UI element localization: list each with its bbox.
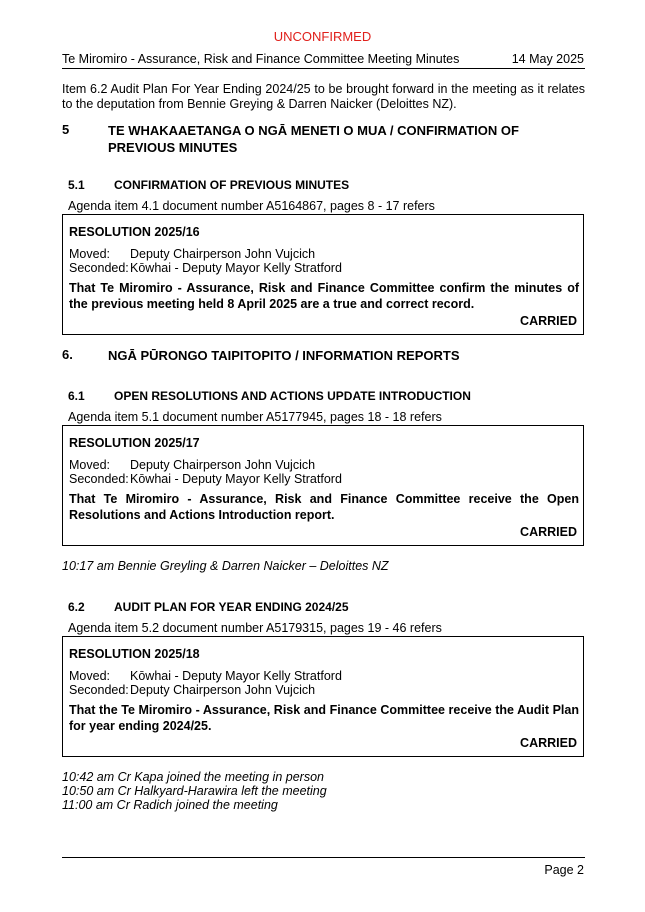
section-5-number: 5 bbox=[62, 122, 70, 137]
item-5-1-number: 5.1 bbox=[68, 178, 85, 192]
resolution-box-2025-18 bbox=[62, 636, 584, 757]
item-6-1-agenda: Agenda item 5.1 document number A5177945, pages 18 - 18 refers bbox=[68, 410, 442, 424]
footer-divider bbox=[62, 857, 585, 858]
seconded-label: Seconded: bbox=[69, 683, 129, 697]
time-note: 10:17 am Bennie Greyling & Darren Naicker – Deloittes NZ bbox=[62, 559, 389, 573]
item-6-2-title: AUDIT PLAN FOR YEAR ENDING 2024/25 bbox=[114, 600, 349, 614]
item-5-1-agenda: Agenda item 4.1 document number A5164867, pages 8 - 17 refers bbox=[68, 199, 435, 213]
resolution-title: RESOLUTION 2025/16 bbox=[69, 225, 200, 239]
section-5-title: TE WHAKAAETANGA O NGĀ MENETI O MUA / CONFIRMATION OF PREVIOUS MINUTES bbox=[108, 123, 519, 155]
seconded-row bbox=[69, 683, 315, 697]
page-number: Page 2 bbox=[544, 863, 584, 877]
resolution-box-2025-17 bbox=[62, 425, 584, 546]
moved-label: Moved: bbox=[69, 669, 110, 683]
item-6-1-number: 6.1 bbox=[68, 389, 85, 403]
resolution-text: That Te Miromiro - Assurance, Risk and Finance Committee receive the Open Resolutions and Actions Introduction report. bbox=[69, 492, 579, 522]
seconded-value: Deputy Chairperson John Vujcich bbox=[130, 683, 316, 697]
seconded-value: Kōwhai - Deputy Mayor Kelly Stratford bbox=[130, 261, 342, 275]
section-6-title: NGĀ PŪRONGO TAIPITOPITO / INFORMATION REPORTS bbox=[108, 348, 460, 363]
item-6-2-number: 6.2 bbox=[68, 600, 85, 614]
carried-label: CARRIED bbox=[520, 736, 577, 750]
item-6-2-agenda: Agenda item 5.2 document number A5179315, pages 19 - 46 refers bbox=[68, 621, 442, 635]
moved-value: Kōwhai - Deputy Mayor Kelly Stratford bbox=[130, 669, 342, 683]
intro-paragraph: Item 6.2 Audit Plan For Year Ending 2024/25 to be brought forward in the meeting as it relates to the deputation from Bennie Greying & Darren Naicker (Deloittes NZ). bbox=[62, 82, 585, 111]
moved-value: Deputy Chairperson John Vujcich bbox=[130, 458, 316, 472]
unconfirmed-label: UNCONFIRMED bbox=[273, 29, 372, 44]
resolution-text: That the Te Miromiro - Assurance, Risk and Finance Committee receive the Audit Plan for year ending 2024/25. bbox=[69, 703, 579, 733]
time-note: 11:00 am Cr Radich joined the meeting bbox=[62, 798, 278, 812]
carried-label: CARRIED bbox=[520, 525, 577, 539]
item-6-1-title: OPEN RESOLUTIONS AND ACTIONS UPDATE INTRODUCTION bbox=[114, 389, 471, 403]
carried-label: CARRIED bbox=[520, 314, 577, 328]
resolution-text: That Te Miromiro - Assurance, Risk and Finance Committee confirm the minutes of the previous meeting held 8 April 2025 are a true and correct record. bbox=[69, 281, 579, 311]
seconded-value: Kōwhai - Deputy Mayor Kelly Stratford bbox=[130, 472, 342, 486]
moved-label: Moved: bbox=[69, 458, 110, 472]
moved-row bbox=[69, 247, 315, 261]
moved-row bbox=[69, 669, 342, 683]
section-6-number: 6. bbox=[62, 347, 73, 362]
seconded-label: Seconded: bbox=[69, 472, 129, 486]
header-divider bbox=[62, 68, 585, 69]
resolution-title: RESOLUTION 2025/18 bbox=[69, 647, 200, 661]
resolution-title: RESOLUTION 2025/17 bbox=[69, 436, 200, 450]
resolution-box-2025-16 bbox=[62, 214, 584, 335]
item-5-1-title: CONFIRMATION OF PREVIOUS MINUTES bbox=[114, 178, 350, 192]
time-note: 10:42 am Cr Kapa joined the meeting in person bbox=[62, 770, 324, 784]
moved-value: Deputy Chairperson John Vujcich bbox=[130, 247, 316, 261]
seconded-label: Seconded: bbox=[69, 261, 129, 275]
moved-row bbox=[69, 458, 315, 472]
document-header-title: Te Miromiro - Assurance, Risk and Finance Committee Meeting Minutes bbox=[62, 52, 460, 66]
time-note: 10:50 am Cr Halkyard-Harawira left the meeting bbox=[62, 784, 327, 798]
document-header-date: 14 May 2025 bbox=[511, 52, 584, 66]
seconded-row bbox=[69, 472, 342, 486]
moved-label: Moved: bbox=[69, 247, 110, 261]
seconded-row bbox=[69, 261, 342, 275]
